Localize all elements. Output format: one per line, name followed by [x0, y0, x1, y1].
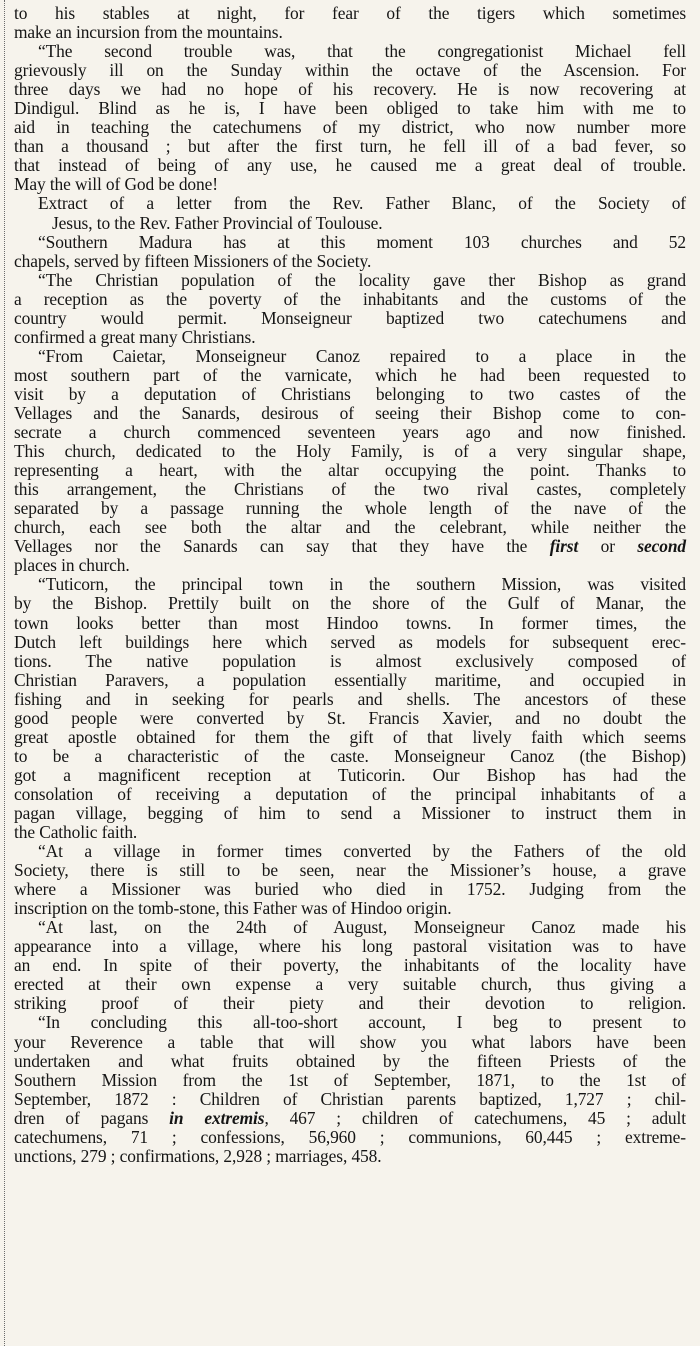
- text-line: that instead of being of any use, he caused me a great deal of trouble.: [14, 155, 686, 176]
- text-line: Extract of a letter from the Rev. Father Blanc, of the Society of: [38, 193, 686, 214]
- text-line: most southern part of the varnicate, which he had been requested to: [14, 364, 686, 385]
- text-line: this arrangement, the Christians of the two rival castes, completely: [14, 479, 686, 500]
- text-line: striking proof of their piety and their devotion to religion.: [14, 993, 686, 1014]
- text-line: got a magnificent reception at Tuticorin. Our Bishop has had the: [14, 764, 686, 785]
- text-line: May the will of God be done!: [14, 174, 218, 195]
- text-line: September, 1872 : Children of Christian parents baptized, 1,727 ; chil-: [14, 1088, 686, 1109]
- text-line: where a Missioner was buried who died in 1752. Judging from the: [14, 879, 686, 900]
- text-line: tions. The native population is almost exclusively composed of: [14, 650, 686, 671]
- text-line: Vellages and the Sanards, desirous of seeing their Bishop come to con-: [14, 402, 686, 423]
- text-line: church, each see both the altar and the celebrant, while neither the: [14, 517, 686, 538]
- text-line: “At last, on the 24th of August, Monseigneur Canoz made his: [38, 917, 686, 938]
- text-line: Jesus, to the Rev. Father Provincial of Toulouse.: [52, 212, 383, 233]
- text-line: great apostle obtained for them the gift of that lively faith which seems: [14, 726, 686, 747]
- text-line: Vellages nor the Sanards can say that they have the first or second: [14, 536, 686, 557]
- text-line: Dindigul. Blind as he is, I have been obliged to take him with me to: [14, 98, 686, 119]
- text-line: “In concluding this all-too-short account, I beg to present to: [38, 1012, 686, 1033]
- text-line: secrate a church commenced seventeen years ago and now finished.: [14, 422, 686, 443]
- text-line: to his stables at night, for fear of the tigers which sometimes: [14, 3, 686, 23]
- text-line: good people were converted by St. Francis Xavier, and no doubt the: [14, 707, 686, 728]
- text-line: “At a village in former times converted by the Fathers of the old: [38, 841, 686, 862]
- text-line: separated by a passage running the whole length of the nave of the: [14, 498, 686, 519]
- text-line: “The Christian population of the locality gave ther Bishop as grand: [38, 269, 686, 290]
- text-line: erected at their own expense a very suitable church, thus giving a: [14, 974, 686, 995]
- text-line: your Reverence a table that will show you what labors have been: [14, 1031, 686, 1052]
- text-line: an end. In spite of their poverty, the inhabitants of the locality have: [14, 955, 686, 976]
- text-line: visit by a deputation of Christians belonging to two castes of the: [14, 383, 686, 404]
- text-line: aid in teaching the catechumens of my district, who now number more: [14, 117, 686, 138]
- text-line: country would permit. Monseigneur baptized two catechumens and: [14, 307, 686, 328]
- text-line: consolation of receiving a deputation of the principal inhabitants of a: [14, 783, 686, 804]
- text-line: fishing and in seeking for pearls and shells. The ancestors of these: [14, 688, 686, 709]
- text-line: grievously ill on the Sunday within the octave of the Ascension. For: [14, 60, 686, 81]
- text-line: “The second trouble was, that the congregationist Michael fell: [38, 41, 686, 62]
- text-line: inscription on the tomb-stone, this Father was of Hindoo origin.: [14, 898, 452, 919]
- text-line: Society, there is still to be seen, near the Missioner’s house, a grave: [14, 860, 686, 881]
- text-line: undertaken and what fruits obtained by the fifteen Priests of the: [14, 1050, 686, 1071]
- column-rule: [4, 0, 5, 1346]
- text-line: unctions, 279 ; confirmations, 2,928 ; marriages, 458.: [14, 1145, 382, 1166]
- text-line: to be a characteristic of the caste. Monseigneur Canoz (the Bishop): [14, 745, 686, 766]
- text-line: catechumens, 71 ; confessions, 56,960 ; communions, 60,445 ; extreme-: [14, 1126, 686, 1147]
- text-line: “From Caietar, Monseigneur Canoz repaired to a place in the: [38, 345, 686, 366]
- text-line: pagan village, begging of him to send a Missioner to instruct them in: [14, 802, 686, 823]
- text-line: This church, dedicated to the Holy Family, is of a very singular shape,: [14, 441, 686, 462]
- text-line: Southern Mission from the 1st of September, 1871, to the 1st of: [14, 1069, 686, 1090]
- text-line: than a thousand ; but after the first turn, he fell ill of a bad fever, so: [14, 136, 686, 157]
- text-line: a reception as the poverty of the inhabitants and the customs of the: [14, 288, 686, 309]
- text-line: make an incursion from the mountains.: [14, 22, 283, 43]
- text-line: “Southern Madura has at this moment 103 churches and 52: [38, 231, 686, 252]
- article-body: [14, 4, 686, 1166]
- text-line: Dutch left buildings here which served as models for subsequent erec-: [14, 631, 686, 652]
- text-line: representing a heart, with the altar occupying the point. Thanks to: [14, 460, 686, 481]
- text-line: places in church.: [14, 555, 130, 576]
- text-line: chapels, served by fifteen Missioners of the Society.: [14, 250, 372, 271]
- text-line: dren of pagans in extremis, 467 ; children of catechumens, 45 ; adult: [14, 1107, 686, 1128]
- text-line: the Catholic faith.: [14, 822, 138, 843]
- text-line: confirmed a great many Christians.: [14, 326, 256, 347]
- text-line: “Tuticorn, the principal town in the southern Mission, was visited: [38, 574, 686, 595]
- text-line: Christian Paravers, a population essentially maritime, and occupied in: [14, 669, 686, 690]
- text-line: by the Bishop. Prettily built on the shore of the Gulf of Manar, the: [14, 593, 686, 614]
- text-line: town looks better than most Hindoo towns. In former times, the: [14, 612, 686, 633]
- text-line: three days we had no hope of his recovery. He is now recovering at: [14, 79, 686, 100]
- text-line: appearance into a village, where his long pastoral visitation was to have: [14, 936, 686, 957]
